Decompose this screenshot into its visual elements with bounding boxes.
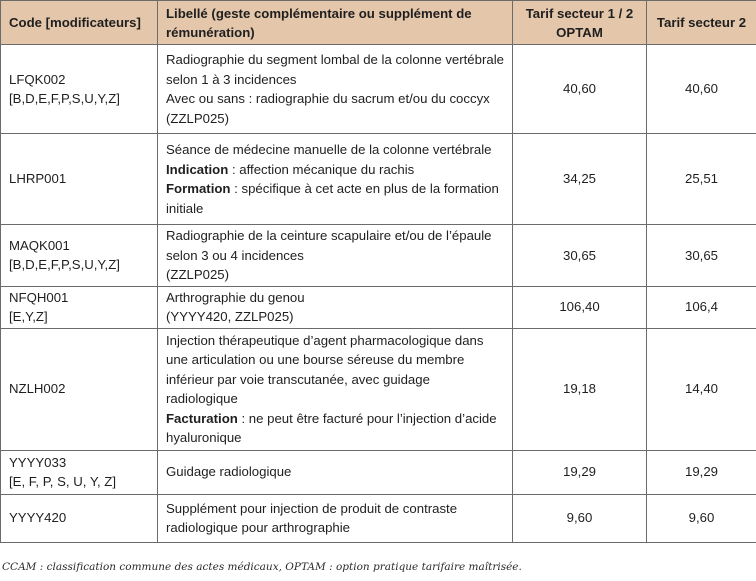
libelle-labeled-line	[166, 160, 504, 180]
libelle-label-text: : affection mécanique du rachis	[228, 161, 415, 177]
libelle-cell	[158, 286, 513, 328]
libelle-label-text: : spécifique à cet acte en plus de la formation initiale	[166, 181, 499, 216]
libelle-label: Formation	[166, 181, 231, 196]
libelle-text: Radiographie de la ceinture scapulaire et/ou de l’épaule selon 3 ou 4 incidences	[166, 228, 492, 263]
act-code: LFQK002	[9, 71, 66, 87]
libelle-cell	[158, 328, 513, 450]
table-row	[1, 225, 756, 287]
libelle-text: Avec ou sans : radiographie du sacrum et/ou du coccyx (ZZLP025)	[166, 91, 490, 126]
act-code: YYYY420	[9, 510, 67, 526]
code-cell	[1, 45, 158, 134]
tarif-secteur-1-2-cell: 19,29	[513, 450, 647, 494]
tarif-secteur-2-cell: 106,4	[647, 286, 756, 328]
table-row	[1, 450, 756, 494]
tarif-secteur-1-2-cell: 40,60	[513, 45, 647, 134]
libelle-text: Injection thérapeutique d’agent pharmacologique dans une articulation ou une bourse séreuse du membre inférieur par voie transcutanée, avec guidage radiologique	[166, 332, 484, 406]
act-code: MAQK001	[9, 237, 70, 253]
header-code: Code [modificateurs]	[1, 1, 158, 45]
libelle-labeled-line	[166, 409, 504, 448]
code-cell	[1, 494, 158, 542]
tarif-secteur-1-2-cell: 106,40	[513, 286, 647, 328]
libelle-text: (YYYY420, ZZLP025)	[166, 309, 294, 324]
tarif-secteur-2-cell: 14,40	[647, 328, 756, 450]
footnote: CCAM : classification commune des actes médicaux, OPTAM : option pratique tarifaire maîtrisée.	[2, 561, 522, 573]
code-cell	[1, 450, 158, 494]
table-row	[1, 328, 756, 450]
code-cell	[1, 286, 158, 328]
libelle-text: Arthrographie du genou	[166, 289, 305, 305]
libelle-text: Supplément pour injection de produit de contraste radiologique pour arthrographie	[166, 500, 458, 535]
libelle-text: (ZZLP025)	[166, 267, 230, 282]
tarif-secteur-2-cell: 9,60	[647, 494, 756, 542]
libelle-text: Séance de médecine manuelle de la colonne vertébrale	[166, 142, 492, 157]
tarif-secteur-2-cell: 25,51	[647, 134, 756, 225]
header-tarif-secteur-2: Tarif secteur 2	[647, 1, 756, 45]
header-tarif-secteur-1-2: Tarif secteur 1 / 2 OPTAM	[513, 1, 647, 45]
libelle-label-text: : ne peut être facturé pour l’injection d’acide hyaluronique	[166, 410, 497, 445]
act-modifiers: [E, F, P, S, U, Y, Z]	[9, 474, 117, 489]
tarif-secteur-1-2-cell: 30,65	[513, 225, 647, 287]
act-modifiers: [E,Y,Z]	[9, 309, 48, 324]
tarif-secteur-1-2-cell: 19,18	[513, 328, 647, 450]
code-cell	[1, 328, 158, 450]
tarif-secteur-2-cell: 40,60	[647, 45, 756, 134]
libelle-text: Radiographie du segment lombal de la colonne vertébrale selon 1 à 3 incidences	[166, 52, 504, 87]
table-header-row	[1, 1, 756, 45]
libelle-cell	[158, 450, 513, 494]
header-libelle: Libellé (geste complémentaire ou supplément de rémunération)	[158, 1, 513, 45]
libelle-cell	[158, 134, 513, 225]
libelle-label: Indication	[166, 161, 229, 177]
table-row	[1, 494, 756, 542]
act-modifiers: [B,D,E,F,P,S,U,Y,Z]	[9, 91, 120, 106]
act-code: YYYY033	[9, 454, 67, 470]
act-code: LHRP001	[9, 171, 67, 187]
act-code: NFQH001	[9, 289, 69, 305]
libelle-label: Facturation	[166, 410, 238, 426]
act-modifiers: [B,D,E,F,P,S,U,Y,Z]	[9, 257, 120, 273]
code-cell	[1, 225, 158, 287]
code-cell	[1, 134, 158, 225]
tarif-secteur-2-cell: 19,29	[647, 450, 756, 494]
tarif-secteur-1-2-cell: 34,25	[513, 134, 647, 225]
tarif-secteur-1-2-cell: 9,60	[513, 494, 647, 542]
libelle-cell	[158, 494, 513, 542]
table-row	[1, 45, 756, 134]
libelle-labeled-line	[166, 179, 504, 218]
libelle-cell	[158, 45, 513, 134]
libelle-cell	[158, 225, 513, 287]
act-code: NZLH002	[9, 381, 66, 397]
table-row	[1, 286, 756, 328]
tarif-secteur-2-cell: 30,65	[647, 225, 756, 287]
table-row	[1, 134, 756, 225]
libelle-text: Guidage radiologique	[166, 464, 292, 480]
